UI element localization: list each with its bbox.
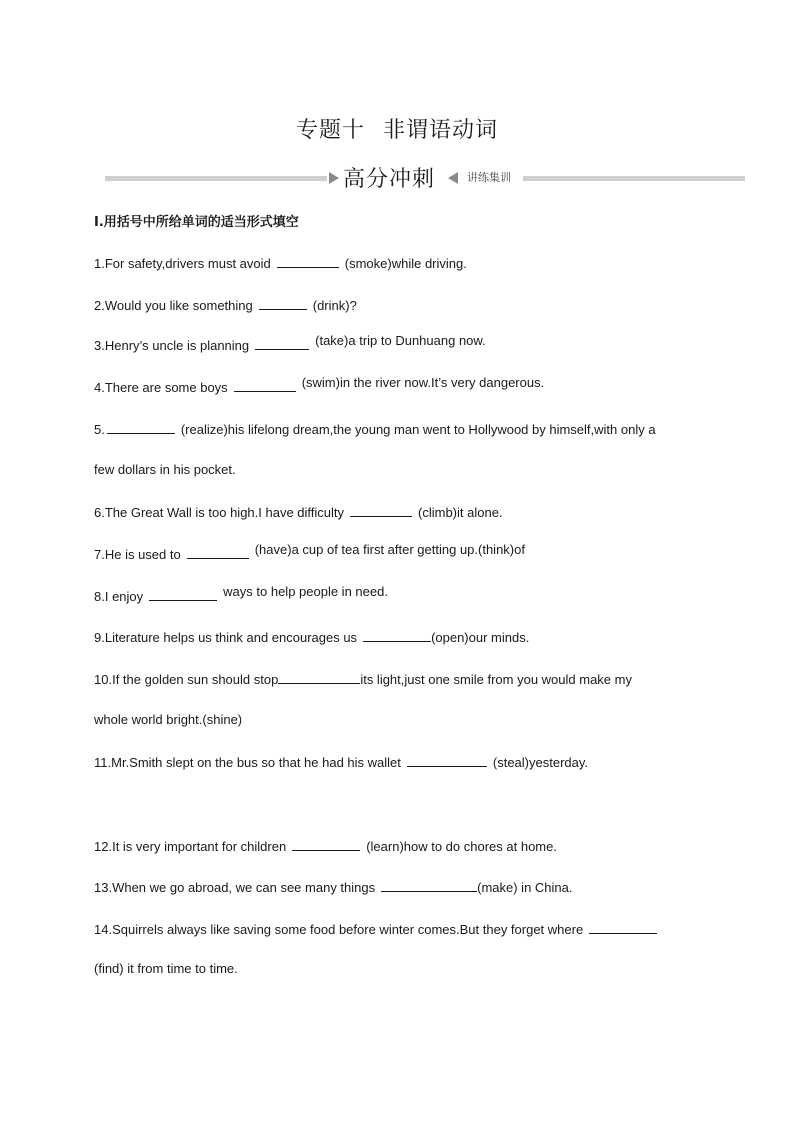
question-text-before: When we go abroad, we can see many things — [112, 880, 376, 895]
question-number: 3. — [94, 338, 105, 353]
question-13 — [94, 878, 573, 895]
section-banner — [105, 162, 745, 196]
question-text-after: (have)a cup of tea first after getting up.(think)of — [254, 542, 525, 557]
question-number: 11. — [94, 755, 112, 770]
question-number: 7. — [94, 547, 105, 562]
question-11 — [94, 753, 588, 770]
question-text-before: Squirrels always like saving some food before winter comes.But they forget where — [112, 922, 584, 937]
answer-blank[interactable] — [259, 296, 307, 310]
question-3 — [94, 333, 486, 353]
question-text-before: If the golden sun should stop — [112, 672, 279, 687]
answer-blank[interactable] — [187, 545, 249, 559]
question-4 — [94, 375, 545, 395]
question-14 — [94, 920, 663, 937]
question-5-continuation — [94, 462, 236, 477]
section-heading: Ⅰ.用括号中所给单词的适当形式填空 — [94, 215, 299, 230]
answer-blank[interactable] — [292, 837, 360, 851]
question-text-before: I enjoy — [104, 589, 144, 604]
question-text-after: (open)our minds. — [431, 630, 530, 645]
question-number: 8. — [94, 589, 105, 604]
question-number: 4. — [94, 380, 105, 395]
question-10 — [94, 670, 632, 687]
answer-blank[interactable] — [381, 878, 477, 892]
answer-blank[interactable] — [407, 753, 487, 767]
question-text-before: Would you like something — [104, 298, 253, 313]
question-text-after: its light,just one smile from you would make my — [360, 672, 632, 687]
question-text-before: Henry’s uncle is planning — [104, 338, 250, 353]
title-topic-number: 专题十 — [295, 118, 365, 143]
title-topic-name: 非谓语动词 — [383, 118, 499, 143]
question-text-after: (realize)his lifelong dream,the young man went to Hollywood by himself,with only a — [180, 422, 656, 437]
answer-blank[interactable] — [255, 336, 309, 350]
question-text-after: (swim)in the river now.It’s very dangerous. — [301, 375, 545, 390]
question-number: 5. — [94, 422, 105, 437]
question-text-before: There are some boys — [104, 380, 228, 395]
question-number: 2. — [94, 298, 105, 313]
banner-right-triangle-icon — [329, 172, 339, 184]
question-text-after: (steal)yesterday. — [492, 755, 589, 770]
answer-blank[interactable] — [234, 378, 296, 392]
question-10-continuation — [94, 712, 242, 727]
question-6 — [94, 503, 503, 520]
question-number: 13. — [94, 880, 113, 895]
question-text-after: (drink)? — [312, 298, 357, 313]
answer-blank[interactable] — [107, 420, 175, 434]
question-text-after: (climb)it alone. — [418, 505, 503, 520]
question-text-after: (take)a trip to Dunhuang now. — [315, 333, 486, 348]
question-text-before: The Great Wall is too high.I have difficulty — [104, 505, 345, 520]
question-number: 9. — [94, 630, 105, 645]
question-7 — [94, 542, 525, 562]
question-text-before: For safety,drivers must avoid — [104, 256, 271, 271]
question-9 — [94, 628, 529, 645]
question-text-before: Mr.Smith slept on the bus so that he had his wallet — [111, 755, 401, 770]
question-8 — [94, 584, 388, 604]
question-number: 1. — [94, 256, 105, 271]
answer-blank[interactable] — [149, 587, 217, 601]
answer-blank[interactable] — [363, 628, 431, 642]
banner-main-text: 高分冲刺 — [343, 167, 436, 192]
question-number: 12. — [94, 839, 113, 854]
answer-blank[interactable] — [278, 670, 360, 684]
question-12 — [94, 837, 557, 854]
question-text-before: It is very important for children — [112, 839, 287, 854]
banner-sub-text: 讲练集训 — [467, 171, 511, 184]
answer-blank[interactable] — [277, 254, 339, 268]
question-text-continuation: whole world bright.(shine) — [94, 712, 243, 727]
question-1 — [94, 254, 467, 271]
question-14-continuation — [94, 961, 238, 976]
banner-right-bar — [523, 176, 745, 181]
question-text-before: He is used to — [104, 547, 181, 562]
question-number: 14. — [94, 922, 113, 937]
answer-blank[interactable] — [350, 503, 412, 517]
question-text-after: (smoke)while driving. — [344, 256, 467, 271]
page-title — [0, 113, 794, 144]
banner-left-bar — [105, 176, 327, 181]
question-number: 10. — [94, 672, 113, 687]
question-text-continuation: few dollars in his pocket. — [94, 462, 236, 477]
banner-left-triangle-icon — [448, 172, 458, 184]
question-2 — [94, 296, 357, 313]
question-number: 6. — [94, 505, 105, 520]
question-text-continuation: (find) it from time to time. — [94, 961, 238, 976]
question-text-after: (learn)how to do chores at home. — [366, 839, 557, 854]
question-5 — [94, 420, 656, 437]
question-text-before: Literature helps us think and encourages us — [104, 630, 358, 645]
question-text-after: ways to help people in need. — [223, 584, 388, 599]
answer-blank[interactable] — [589, 920, 657, 934]
question-text-after: (make) in China. — [477, 880, 573, 895]
